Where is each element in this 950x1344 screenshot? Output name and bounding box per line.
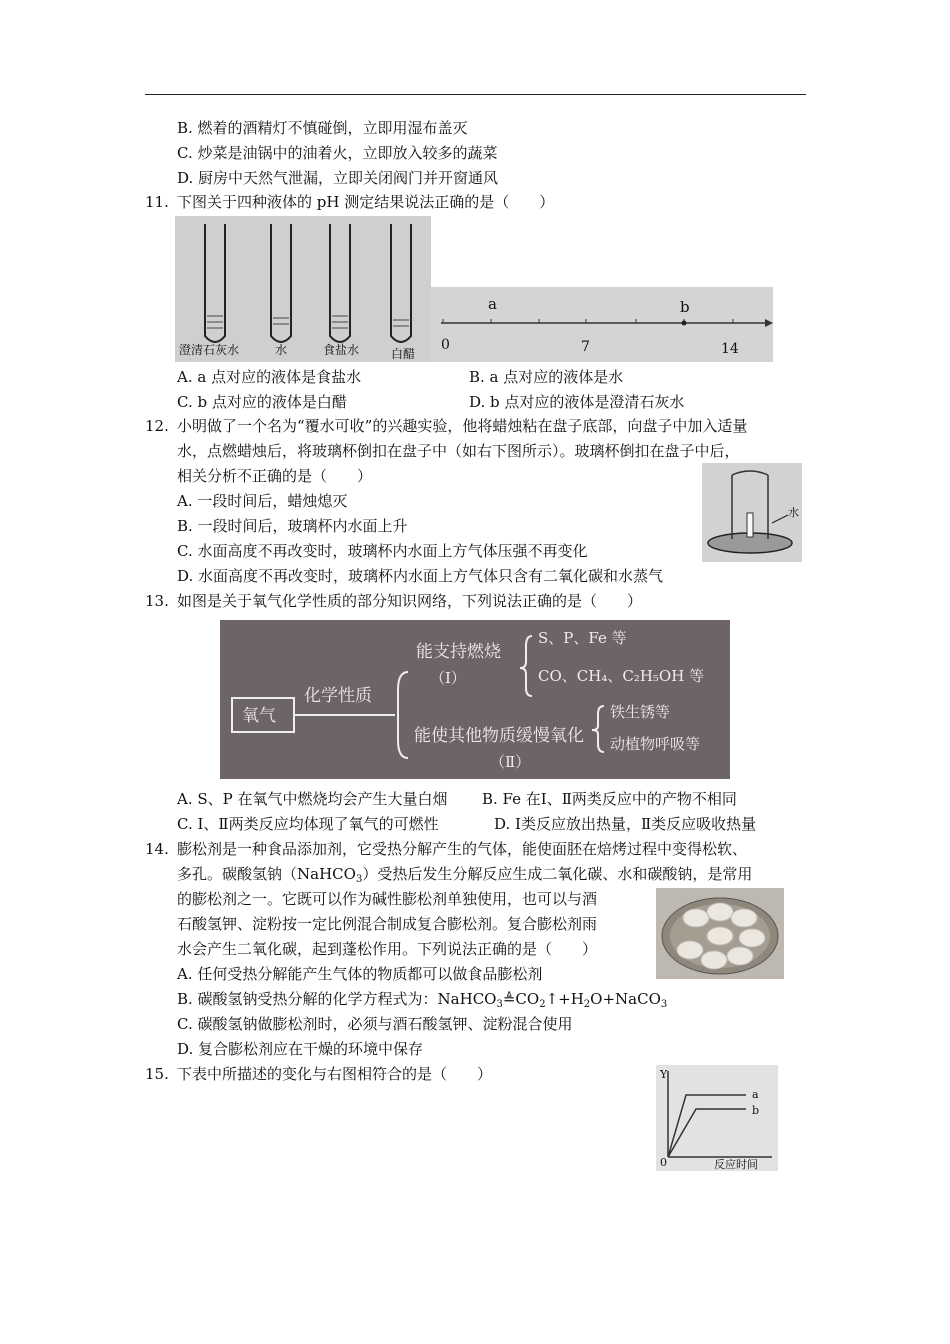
q14-option-b-part3: O+NaCO xyxy=(590,990,661,1008)
q14-line5: 水会产生二氧化碳，起到蓬松作用。下列说法正确的是（ ） xyxy=(177,940,598,958)
reaction-graph-figure xyxy=(656,1065,778,1171)
net-support-combustion: 能支持燃烧 xyxy=(416,642,501,662)
net-example-4: 动植物呼吸等 xyxy=(610,735,701,753)
q14-option-b-part2: ↑+H xyxy=(545,990,584,1008)
steamed-buns-drawing xyxy=(656,888,784,979)
q11-option-c: C. b 点对应的液体是白醋 xyxy=(177,393,347,411)
q14-option-c: C. 碳酸氢钠做膨松剂时，必须与酒石酸氢钾、淀粉混合使用 xyxy=(177,1015,573,1033)
net-class-one: （Ⅰ） xyxy=(430,669,466,687)
q14-number: 14. xyxy=(145,840,169,858)
q15-number: 15. xyxy=(145,1065,169,1083)
net-chem-property: 化学性质 xyxy=(304,686,372,706)
oxygen-network-figure xyxy=(220,620,730,779)
tube-label-limewater: 澄清石灰水 xyxy=(179,343,240,357)
q11-option-d: D. b 点对应的液体是澄清石灰水 xyxy=(469,393,685,411)
q12-number: 12. xyxy=(145,417,169,435)
inverted-glass-drawing xyxy=(702,463,802,562)
q13-option-d: D. Ⅰ类反应放出热量，Ⅱ类反应吸收热量 xyxy=(494,815,757,833)
axis-tick-7: 7 xyxy=(581,339,590,355)
q14-line3: 的膨松剂之一。它既可以作为碱性膨松剂单独使用，也可以与酒 xyxy=(177,890,598,908)
inverted-glass-figure xyxy=(702,463,802,562)
q11-number: 11. xyxy=(145,193,169,211)
tube-label-water: 水 xyxy=(275,343,288,357)
net-example-1: S、P、Fe 等 xyxy=(538,629,627,647)
subscript: 3 xyxy=(660,999,668,1010)
header-rule xyxy=(145,94,806,95)
q14-option-d: D. 复合膨松剂应在干燥的环境中保存 xyxy=(177,1040,424,1058)
net-class-two: （Ⅱ） xyxy=(490,753,531,771)
q10-option-b: B. 燃着的酒精灯不慎碰倒，立即用湿布盖灭 xyxy=(177,119,468,137)
q10-option-d: D. 厨房中天然气泄漏，立即关闭阀门并开窗通风 xyxy=(177,169,499,187)
graph-curve-a: a xyxy=(752,1088,759,1101)
q15-stem: 下表中所描述的变化与右图相符合的是（ ） xyxy=(177,1065,493,1083)
q11-option-a: A. a 点对应的液体是食盐水 xyxy=(177,368,362,386)
graph-x-label: 反应时间 xyxy=(714,1158,758,1171)
axis-point-b: b xyxy=(680,298,690,316)
q14-line2 xyxy=(177,864,752,890)
q14-line2-part-a: 多孔。碳酸氢钠（NaHCO xyxy=(177,865,356,883)
q11-stem: 下图关于四种液体的 pH 测定结果说法正确的是（ ） xyxy=(177,193,555,211)
q13-number: 13. xyxy=(145,592,169,610)
subscript: 2 xyxy=(539,999,546,1010)
q14-line4: 石酸氢钾、淀粉按一定比例混合制成复合膨松剂。复合膨松剂雨 xyxy=(177,915,598,933)
axis-point-a: a xyxy=(488,295,497,313)
axis-tick-14: 14 xyxy=(721,341,739,357)
q14-option-b-pre: B. 碳酸氢钠受热分解的化学方程式为：NaHCO xyxy=(177,990,497,1008)
graph-origin: 0 xyxy=(660,1156,667,1169)
subscript: 2 xyxy=(583,999,591,1010)
glass-water-label: 水 xyxy=(788,506,799,519)
net-oxygen: 氧气 xyxy=(242,706,276,726)
subscript: 3 xyxy=(355,874,363,885)
q13-option-b: B. Fe 在Ⅰ、Ⅱ两类反应中的产物不相同 xyxy=(482,790,737,808)
graph-y-label: Y xyxy=(660,1068,668,1081)
q12-option-a: A. 一段时间后，蜡烛熄灭 xyxy=(177,492,348,510)
q14-line1: 膨松剂是一种食品添加剂，它受热分解产生的气体，能使面胚在焙烤过程中变得松软、 xyxy=(177,840,748,858)
subscript: 3 xyxy=(496,999,503,1010)
q12-line2: 水，点燃蜡烛后，将玻璃杯倒扣在盘子中（如右下图所示）。玻璃杯倒扣在盘子中后， xyxy=(177,442,740,460)
graph-curve-b: b xyxy=(752,1104,760,1117)
q13-option-a: A. S、P 在氧气中燃烧均会产生大量白烟 xyxy=(177,790,448,808)
test-tubes-figure xyxy=(175,216,431,362)
q11-option-b: B. a 点对应的液体是水 xyxy=(469,368,624,386)
q13-option-c: C. Ⅰ、Ⅱ两类反应均体现了氧气的可燃性 xyxy=(177,815,439,833)
q12-line3: 相关分析不正确的是（ ） xyxy=(177,467,373,485)
q14-line2-part-b: ）受热后发生分解反应生成二氧化碳、水和碳酸钠，是常用 xyxy=(362,865,753,883)
q12-option-c: C. 水面高度不再改变时，玻璃杯内水面上方气体压强不再变化 xyxy=(177,542,588,560)
tube-label-saltwater: 食盐水 xyxy=(323,343,360,357)
net-example-2: CO、CH₄、C₂H₅OH 等 xyxy=(538,667,705,685)
q10-option-c: C. 炒菜是油锅中的油着火，立即放入较多的蔬菜 xyxy=(177,144,498,162)
net-example-3: 铁生锈等 xyxy=(610,703,671,721)
steamed-buns-photo xyxy=(656,888,784,979)
q12-option-d: D. 水面高度不再改变时，玻璃杯内水面上方气体只含有二氧化碳和水蒸气 xyxy=(177,567,664,585)
axis-tick-0: 0 xyxy=(441,337,450,353)
q12-line1: 小明做了一个名为“覆水可收”的兴趣实验，他将蜡烛粘在盘子底部，向盘子中加入适量 xyxy=(177,417,748,435)
q13-stem: 如图是关于氧气化学性质的部分知识网络，下列说法正确的是（ ） xyxy=(177,592,643,610)
ph-axis-figure xyxy=(431,287,773,362)
q14-option-b-part1: ≜CO xyxy=(502,990,540,1008)
q12-option-b: B. 一段时间后，玻璃杯内水面上升 xyxy=(177,517,408,535)
q14-option-b xyxy=(177,989,667,1015)
net-slow-oxidation: 能使其他物质缓慢氧化 xyxy=(414,726,584,746)
tube-label-vinegar: 白醋 xyxy=(391,347,416,361)
q14-option-a: A. 任何受热分解能产生气体的物质都可以做食品膨松剂 xyxy=(177,965,543,983)
